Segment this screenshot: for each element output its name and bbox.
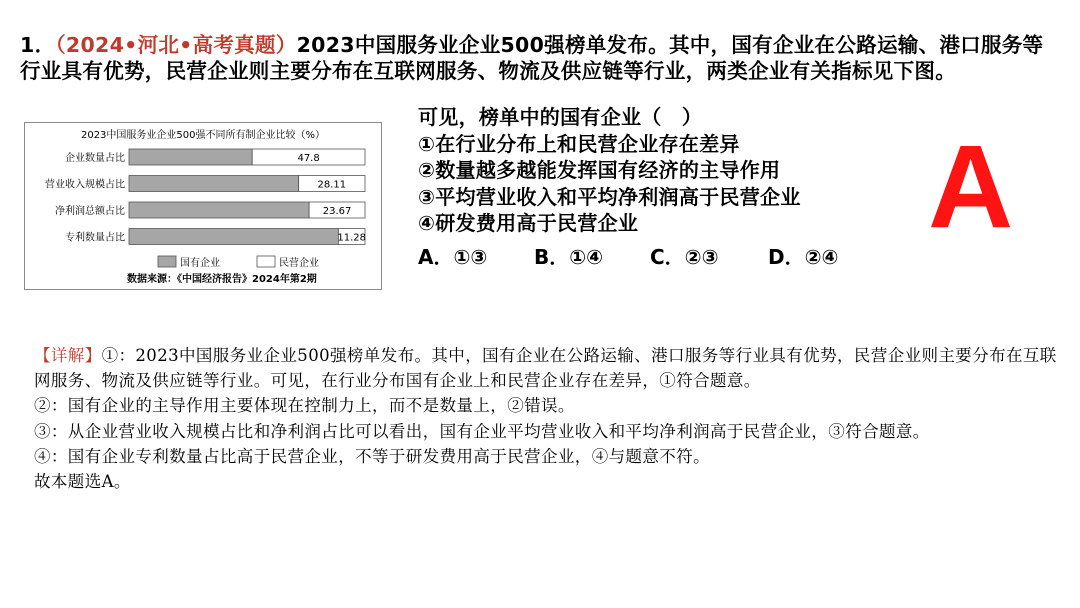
explanation [34, 343, 1064, 494]
category-label: 净利润总额占比 [55, 206, 125, 217]
legend-swatch-state-owned [158, 256, 176, 267]
question-number: 1． [20, 33, 56, 57]
chart-source-note: 数据来源：《中国经济报告》2024年第2期 [127, 274, 317, 285]
question-prompt: 可见，榜单中的国有企业（ ） [418, 105, 703, 129]
choice-c: C．②③ [650, 245, 719, 269]
legend-label-state-owned: 国有企业 [180, 258, 220, 269]
question-stem [20, 32, 1060, 84]
question-text: 2023中国服务业企业500强榜单发布。其中，国有企业在公路运输、港口服务等行业具有优势，民营企业则主要分布在互联网服务、物流及供应链等行业，两类企业有关指标见下图。 [20, 33, 1044, 83]
chart-title: 2023中国服务业企业500强不同所有制企业比较（%） [80, 130, 326, 141]
bar-state-owned [129, 149, 252, 165]
statement-3: ③平均营业收入和平均净利润高于民营企业 [418, 184, 801, 209]
data-label: 11.28 [337, 232, 367, 244]
category-label: 营业收入规模占比 [45, 179, 125, 191]
question-source: （2024•河北•高考真题） [55, 33, 297, 57]
chart-panel [24, 122, 382, 290]
bar-state-owned [129, 176, 299, 192]
statement-1: ①在行业分布上和民营企业存在差异 [418, 131, 740, 156]
legend-swatch-private [257, 256, 275, 267]
statement-2: ②数量越多越能发挥国有经济的主导作用 [418, 158, 781, 182]
choice-a: A．①③ [418, 245, 488, 269]
explanation-line-3: ③：从企业营业收入规模占比和净利润占比可以看出，国有企业平均营业收入和平均净利润高于民营企业，③符合题意。 [34, 421, 930, 441]
explanation-line-2: ②：国有企业的主导作用主要体现在控制力上，而不是数量上，②错误。 [34, 396, 575, 416]
explanation-tag: 【详解】 [34, 346, 102, 365]
explanation-line-4: ④：国有企业专利数量占比高于民营企业，不等于研发费用高于民营企业，④与题意不符。 [34, 446, 710, 466]
data-label: 23.67 [322, 206, 352, 217]
question-options [418, 104, 878, 237]
bar-state-owned [129, 202, 309, 218]
data-label: 28.11 [317, 179, 347, 191]
category-label: 专利数量占比 [65, 232, 125, 244]
bar-state-owned [129, 229, 338, 245]
category-label: 企业数量占比 [65, 153, 125, 164]
explanation-conclusion: 故本题选A。 [34, 472, 131, 492]
choice-b: B．①④ [534, 245, 604, 269]
data-label: 47.8 [297, 153, 320, 164]
explanation-line-1: 【详解】①：2023中国服务业企业500强榜单发布。其中，国有企业在公路运输、港口服务等行业具有优势，民营企业则主要分布在互联网服务、物流及供应链等行业。可见，在行业分布国有企业上和民营企业存在差异，①符合题意。 [34, 346, 1057, 391]
ownership-comparison-chart [25, 123, 381, 289]
legend-label-private: 民营企业 [279, 258, 319, 269]
answer-letter: A [928, 121, 1014, 253]
statement-4: ④研发费用高于民营企业 [418, 211, 639, 235]
choice-d: D．②④ [768, 245, 839, 269]
